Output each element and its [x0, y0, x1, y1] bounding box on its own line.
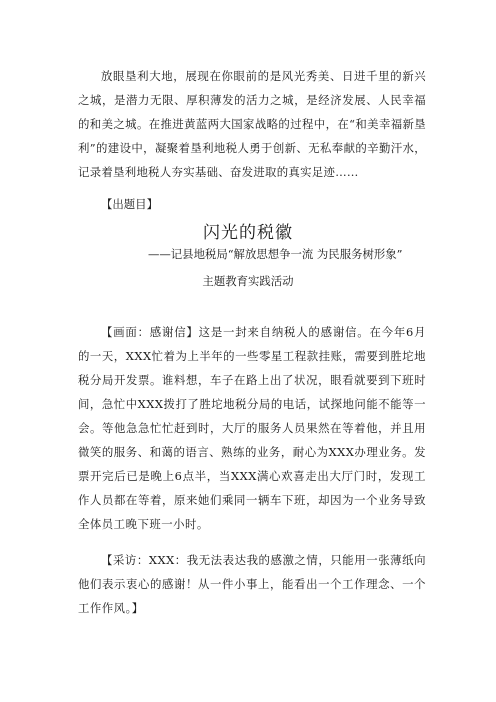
subtitle-line-2: 主题教育实践活动	[202, 274, 294, 288]
intro-paragraph: 放眼垦利大地，展现在你眼前的是风光秀美、日进千里的新兴之城，是潜力无限、厚积薄发的活力之城，是经济发展、人民幸福的和美之城。在推进黄蓝两大国家战略的过程中，在“和美幸福新垦利”的建设中，凝聚着垦利地税人勇于创新、无私奉献的辛勤汗水，记录着垦利地税人夯实基础、奋发进取的真实足迹……	[78, 69, 426, 179]
subtitle-line-1: ——记县地税局“解放思想争一流 为民服务树形象”	[148, 247, 403, 261]
main-title: 闪光的税徽	[203, 223, 293, 243]
scene-paragraph: 【画面：感谢信】这是一封来自纳税人的感谢信。在今年6月的一天，XXX忙着为上半年的一些零星工程款挂账，需要到胜坨地税分局开发票。谁料想，车子在路上出了状况，眼看就要到下班时间，急忙中XXX拨打了胜坨地税分局的电话，试探地问能不能等一会。等他急急忙忙赶到时，大厅的服务人员果然在等着他，并且用微笑的服务、和蔼的语言、熟练的业务，耐心为XXX办理业务。发票开完后已是晚上6点半，当XXX满心欢喜走出大厅门时，发现工作人员都在等着，原来她们乘同一辆车下班，却因为一个业务导致全体员工晚下班一小时。	[78, 325, 426, 531]
section-label: 【出题目】	[101, 197, 158, 211]
interview-paragraph: 【采访：XXX：我无法表达我的感激之情，只能用一张薄纸向他们表示衷心的感谢！从一件小事上，能看出一个工作理念、一个工作作风。】	[78, 553, 426, 615]
